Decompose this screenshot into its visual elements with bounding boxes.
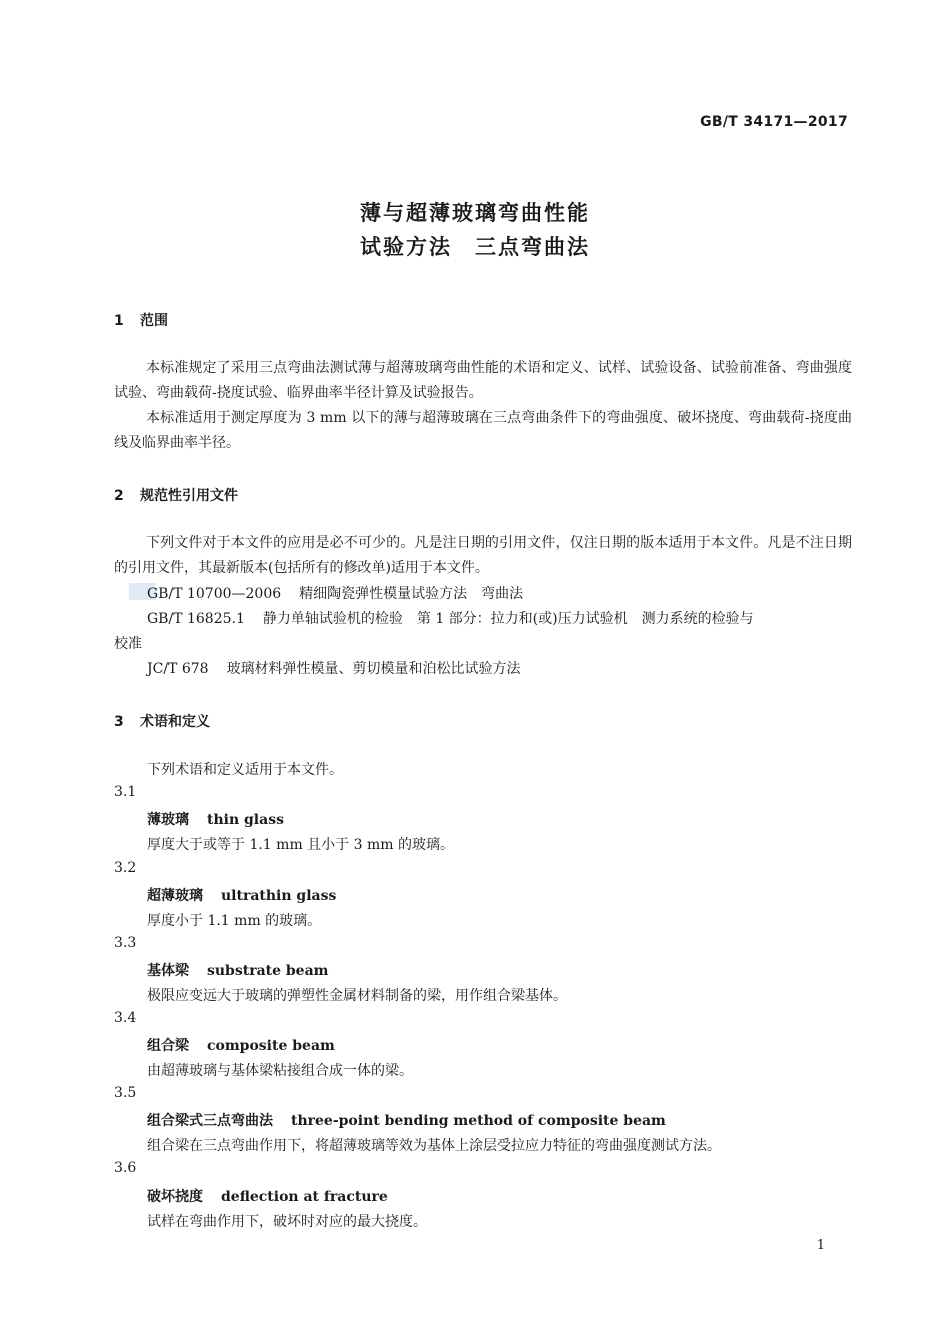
reference-code: JC/T 678 (147, 661, 209, 677)
term-en: ultrathin glass (221, 888, 337, 904)
term-definition: 试样在弯曲作用下，破坏时对应的最大挠度。 (147, 1214, 427, 1230)
reference-title: 静力单轴试验机的检验 第 1 部分：拉力和(或)压力试验机 测力系统的检验与 (262, 611, 754, 627)
section-1-paragraph-1: 本标准规定了采用三点弯曲法测试薄与超薄玻璃弯曲性能的术语和定义、试样、试验设备、试验前准备、弯曲强度试验、弯曲载荷-挠度试验、临界曲率半径计算及试验报告。 (114, 360, 852, 401)
term-number: 3.6 (114, 1160, 137, 1176)
term-definition: 组合梁在三点弯曲作用下，将超薄玻璃等效为基体上涂层受拉应力特征的弯曲强度测试方法。 (147, 1138, 721, 1154)
term-heading (147, 809, 284, 829)
section-number: 2 (114, 488, 124, 504)
term-heading (147, 1110, 666, 1130)
term-zh: 薄玻璃 (147, 812, 189, 828)
page-number: 1 (816, 1238, 825, 1253)
section-number: 1 (114, 313, 124, 329)
section-1-paragraph-2: 本标准适用于测定厚度为 3 mm 以下的薄与超薄玻璃在三点弯曲条件下的弯曲强度、破坏挠度、弯曲载荷-挠度曲线及临界曲率半径。 (114, 410, 852, 451)
section-2-heading (114, 485, 238, 505)
term-definition: 厚度小于 1.1 mm 的玻璃。 (147, 913, 322, 929)
section-title: 规范性引用文件 (140, 488, 238, 504)
standard-number: GB/T 34171—2017 (700, 114, 848, 130)
term-en: three-point bending method of composite beam (291, 1113, 666, 1129)
term-definition: 厚度大于或等于 1.1 mm 且小于 3 mm 的玻璃。 (147, 837, 454, 853)
section-title: 术语和定义 (140, 714, 210, 730)
term-zh: 超薄玻璃 (147, 888, 203, 904)
document-title-line1: 薄与超薄玻璃弯曲性能 (360, 201, 590, 225)
term-heading (147, 885, 336, 905)
section-number: 3 (114, 714, 124, 730)
reference-title: 精细陶瓷弹性模量试验方法 弯曲法 (299, 586, 524, 602)
reference-item (147, 658, 521, 678)
section-2-paragraph-1: 下列文件对于本文件的应用是必不可少的。凡是注日期的引用文件，仅注日期的版本适用于本文件。凡是不注日期的引用文件，其最新版本(包括所有的修改单)适用于本文件。 (114, 535, 852, 576)
section-1-heading (114, 310, 168, 330)
term-zh: 破坏挠度 (147, 1189, 203, 1205)
reference-item (147, 583, 523, 603)
term-zh: 组合梁 (147, 1038, 189, 1054)
term-number: 3.5 (114, 1085, 137, 1101)
term-en: deflection at fracture (221, 1189, 388, 1205)
term-number: 3.3 (114, 935, 137, 951)
section-title: 范围 (140, 313, 168, 329)
term-zh: 基体梁 (147, 963, 189, 979)
term-number: 3.1 (114, 784, 137, 800)
term-en: composite beam (207, 1038, 335, 1054)
reference-title-continuation: 校准 (114, 636, 142, 652)
term-heading (147, 1186, 388, 1206)
term-en: thin glass (207, 812, 284, 828)
section-3-heading (114, 711, 210, 731)
reference-code: GB/T 16825.1 (147, 611, 245, 627)
term-heading (147, 960, 328, 980)
term-number: 3.4 (114, 1010, 137, 1026)
term-heading (147, 1035, 335, 1055)
term-definition: 由超薄玻璃与基体梁粘接组合成一体的梁。 (147, 1063, 413, 1079)
reference-code: GB/T 10700—2006 (147, 586, 282, 602)
term-definition: 极限应变远大于玻璃的弹塑性金属材料制备的梁，用作组合梁基体。 (147, 988, 567, 1004)
reference-title: 玻璃材料弹性模量、剪切模量和泊松比试验方法 (226, 661, 521, 677)
term-en: substrate beam (207, 963, 329, 979)
document-title-line2: 试验方法 三点弯曲法 (360, 235, 590, 259)
section-3-intro: 下列术语和定义适用于本文件。 (147, 762, 343, 778)
reference-item (147, 608, 754, 628)
term-zh: 组合梁式三点弯曲法 (147, 1113, 273, 1129)
term-number: 3.2 (114, 860, 137, 876)
